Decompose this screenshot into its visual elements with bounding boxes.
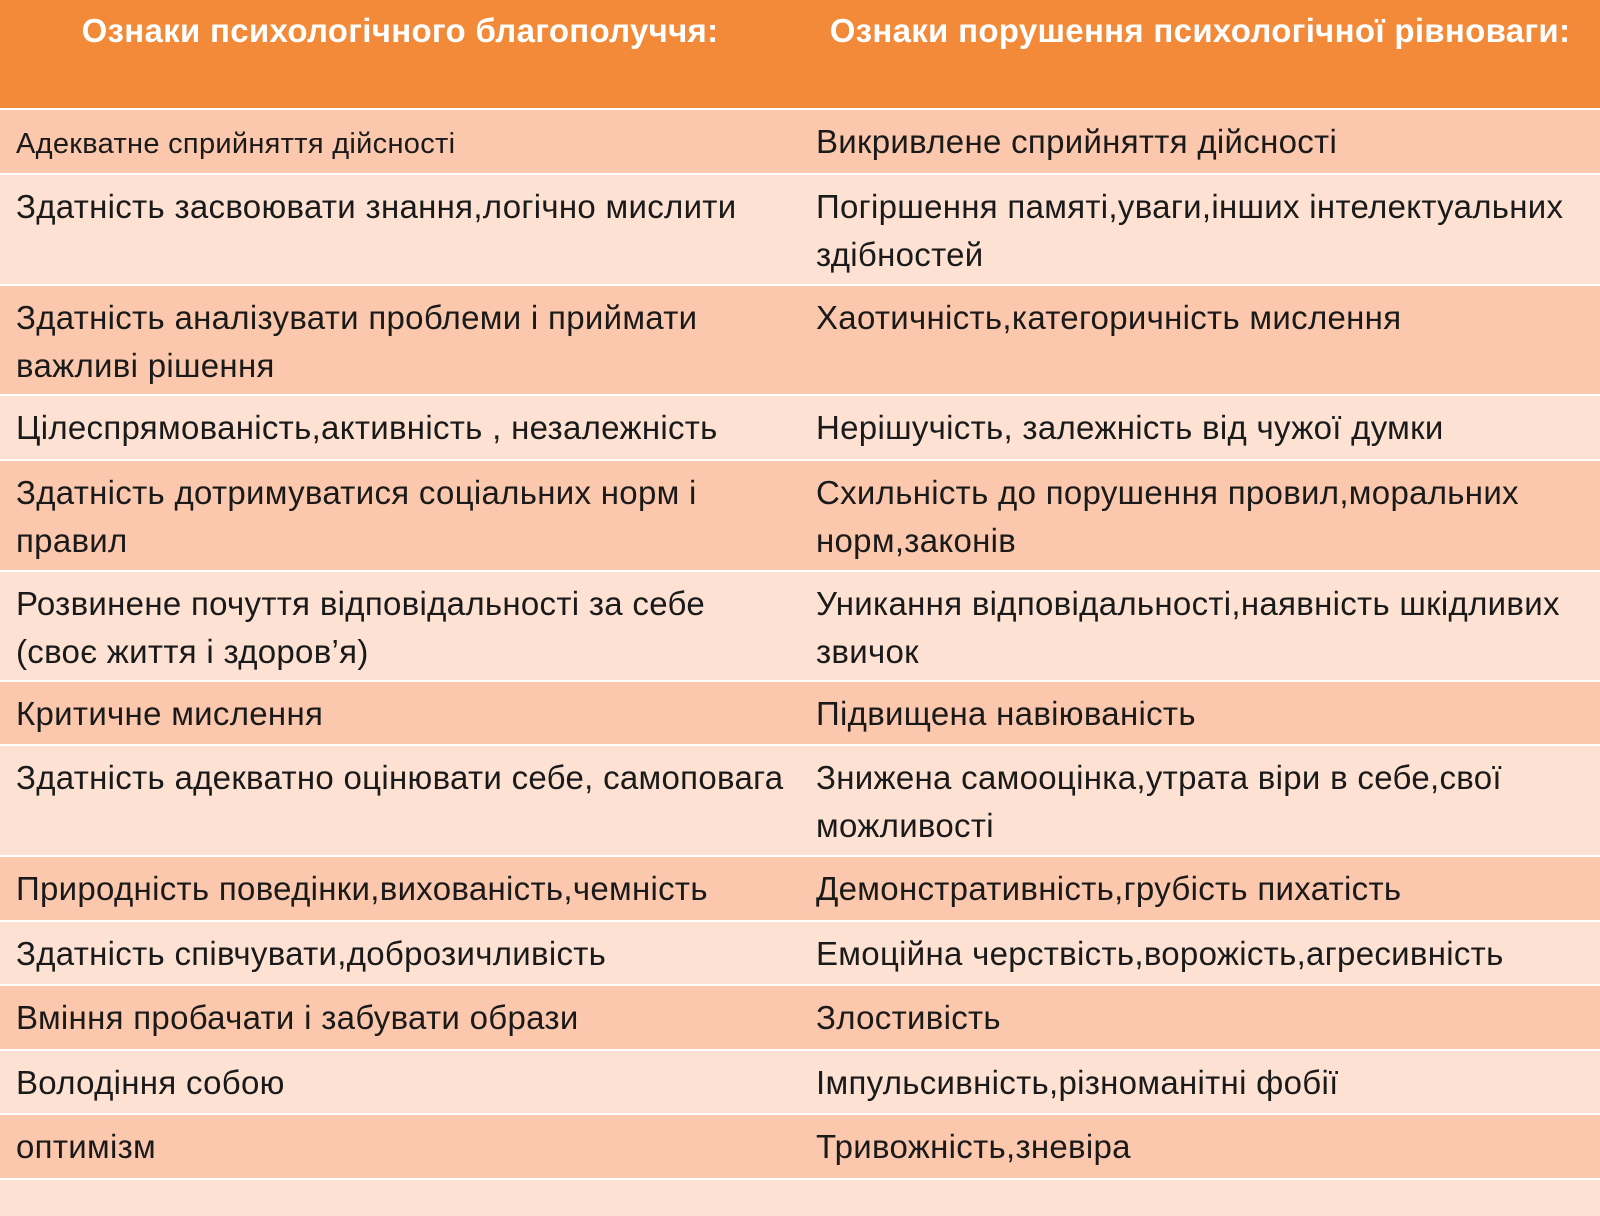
row-10-left: Здатність співчувати,доброзичливість xyxy=(0,922,800,986)
row-9-left: Природність поведінки,вихованість,чемність xyxy=(0,857,800,922)
row-5-right: Схильність до порушення провил,моральних норм,законів xyxy=(800,461,1600,572)
row-6-right: Уникання відповідальності,наявність шкідливих звичок xyxy=(800,572,1600,682)
header-right: Ознаки порушення психологічної рівноваги: xyxy=(800,0,1600,110)
row-11-right: Злостивість xyxy=(800,986,1600,1051)
row-4-right: Нерішучість, залежність від чужої думки xyxy=(800,396,1600,461)
row-10-right: Емоційна черствість,ворожість,агресивність xyxy=(800,922,1600,986)
row-4-left: Цілеспрямованість,активність , незалежність xyxy=(0,396,800,461)
row-7-right: Підвищена навіюваність xyxy=(800,682,1600,746)
row-5-left: Здатність дотримуватися соціальних норм і правил xyxy=(0,461,800,572)
row-7-left: Критичне мислення xyxy=(0,682,800,746)
row-13-left: оптимізм xyxy=(0,1115,800,1180)
row-3-left: Здатність аналізувати проблеми і приймати важливі рішення xyxy=(0,286,800,396)
row-12-right: Імпульсивність,різноманітні фобії xyxy=(800,1051,1600,1115)
header-left: Ознаки психологічного благополуччя: xyxy=(0,0,800,110)
row-1-left: Адекватне сприйняття дійсності xyxy=(0,110,800,175)
row-12-left: Володіння собою xyxy=(0,1051,800,1115)
row-3-right: Хаотичність,категоричність мислення xyxy=(800,286,1600,396)
row-9-right: Демонстративність,грубість пихатість xyxy=(800,857,1600,922)
table-bottom-filler-left xyxy=(0,1180,800,1216)
row-6-left: Розвинене почуття відповідальності за себе (своє життя і здоров’я) xyxy=(0,572,800,682)
row-8-left: Здатність адекватно оцінювати себе, самоповага xyxy=(0,746,800,857)
table-bottom-filler-right xyxy=(800,1180,1600,1216)
row-2-right: Погіршення памяті,уваги,інших інтелектуальних здібностей xyxy=(800,175,1600,286)
row-13-right: Тривожність,зневіра xyxy=(800,1115,1600,1180)
row-11-left: Вміння пробачати і забувати образи xyxy=(0,986,800,1051)
row-8-right: Знижена самооцінка,утрата віри в себе,свої можливості xyxy=(800,746,1600,857)
row-1-right: Викривлене сприйняття дійсності xyxy=(800,110,1600,175)
row-2-left: Здатність засвоювати знання,логічно мислити xyxy=(0,175,800,286)
